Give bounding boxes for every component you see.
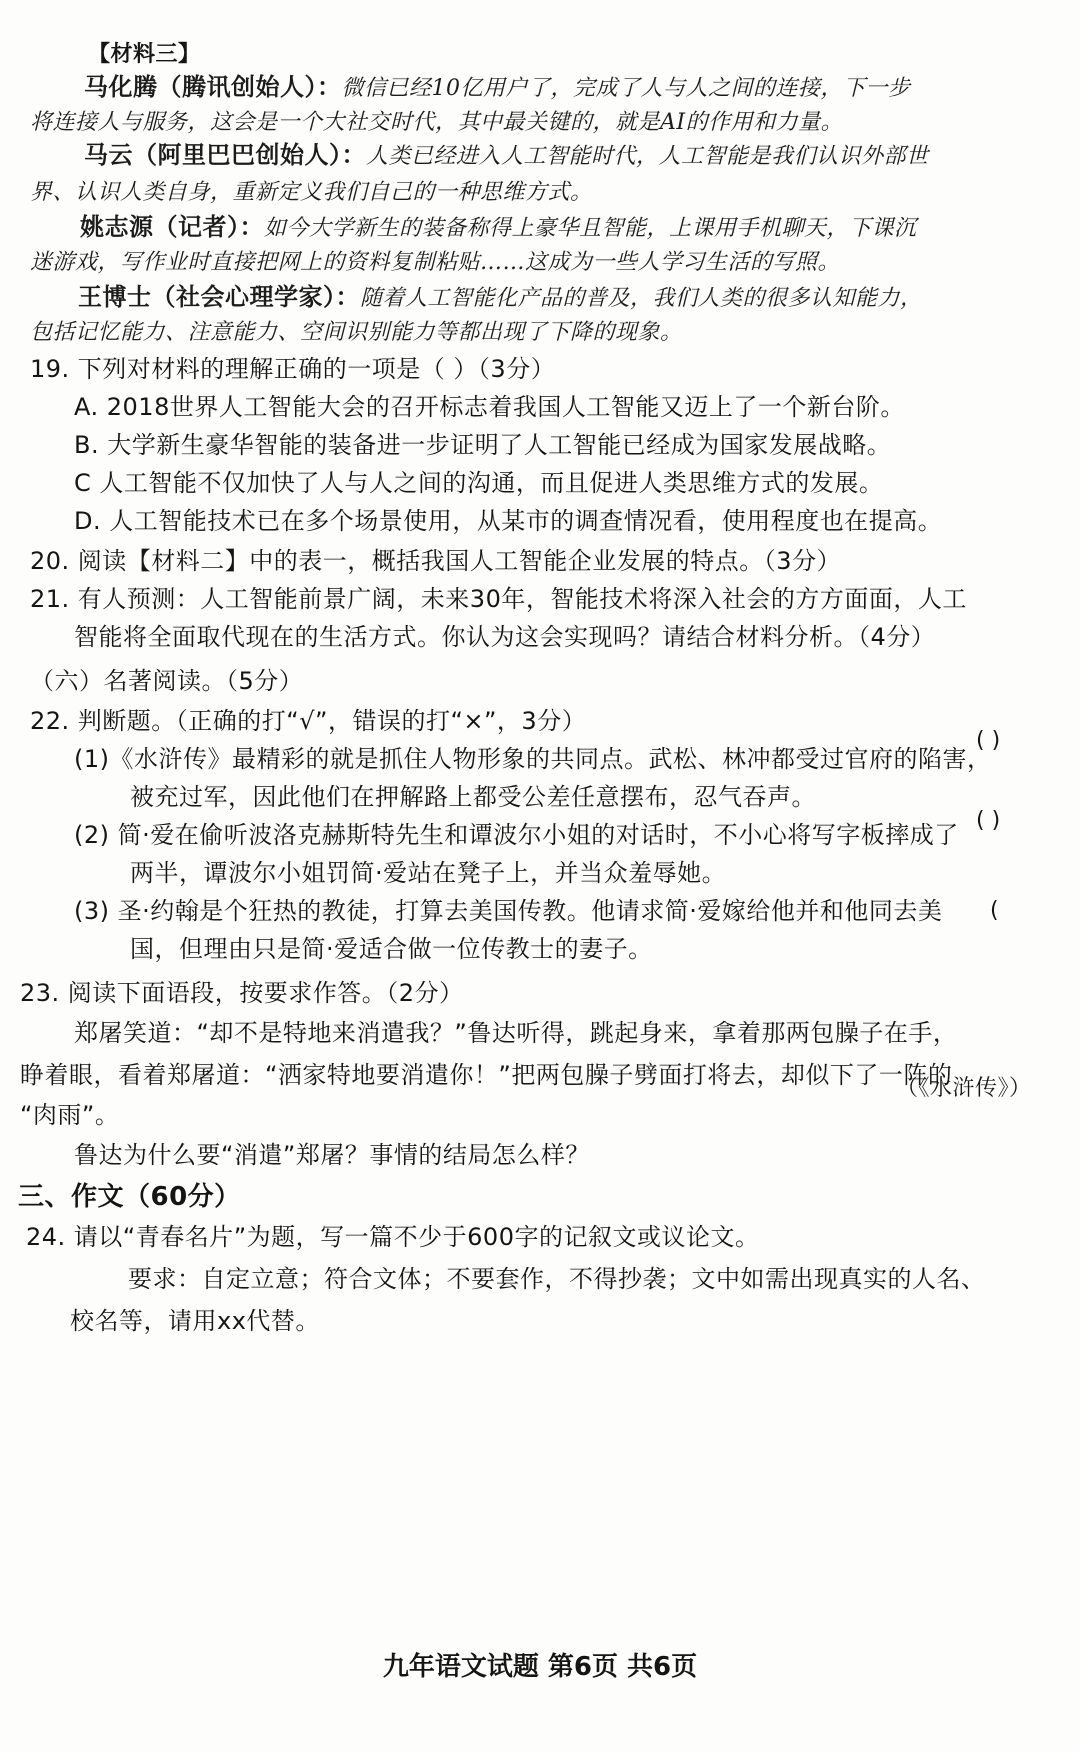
quote-3-speaker: 姚志源（记者）： xyxy=(80,213,264,241)
quote-1-speaker: 马化腾（腾讯创始人）： xyxy=(84,73,342,101)
material3-title: 【材料三】 xyxy=(88,42,201,67)
quote-4-line1 xyxy=(78,280,923,316)
q22-item-3-line2: 国，但理由只是简·爱适合做一位传教士的妻子。 xyxy=(130,935,653,963)
q23-passage-line2: 睁着眼，看着郑屠道：“洒家特地要消遣你！”把两包臊子劈面打将去，却似下了一阵的 xyxy=(20,1061,953,1089)
q23-passage-line1: 郑屠笑道：“却不是特地来消遣我？”鲁达听得，跳起身来，拿着那两包臊子在手， xyxy=(74,1019,958,1047)
q19-option-c: C 人工智能不仅加快了人与人之间的沟通，而且促进人类思维方式的发展。 xyxy=(74,469,884,497)
q22-item-1-answer[interactable]: ( ) xyxy=(976,728,1001,753)
q22-item-1-line1: (1)《水浒传》最精彩的就是抓住人物形象的共同点。武松、林冲都受过官府的陷害， xyxy=(74,745,992,773)
quote-4-text: 随着人工智能化产品的普及，我们人类的很多认知能力， xyxy=(360,286,923,311)
q21-line2: 智能将全面取代现在的生活方式。你认为这会实现吗？请结合材料分析。（4分） xyxy=(74,623,936,651)
q22-item-2-line2: 两半，谭波尔小姐罚简·爱站在凳子上，并当众羞辱她。 xyxy=(130,859,727,887)
q24-line3: 校名等，请用xx代替。 xyxy=(70,1307,320,1335)
page-footer: 九年语文试题 第6页 共6页 xyxy=(382,1652,698,1682)
quote-2-line1 xyxy=(84,138,929,174)
q19-stem: 19. 下列对材料的理解正确的一项是（ ）（3分） xyxy=(30,355,556,383)
q22-stem: 22. 判断题。（正确的打“√”，错误的打“×”，3分） xyxy=(30,707,587,735)
section-3-title: 三、作文（60分） xyxy=(18,1182,241,1212)
q22-item-3-line1: (3) 圣·约翰是个狂热的教徒，打算去美国传教。他请求简·爱嫁给他并和他同去美 xyxy=(74,897,943,925)
q19-option-a: A. 2018世界人工智能大会的召开标志着我国人工智能又迈上了一个新台阶。 xyxy=(74,393,905,421)
quote-1-line1 xyxy=(84,70,911,106)
q19-option-b: B. 大学新生豪华智能的装备进一步证明了人工智能已经成为国家发展战略。 xyxy=(74,431,892,459)
q21-line1: 21. 有人预测：人工智能前景广阔，未来30年，智能技术将深入社会的方方面面，人工 xyxy=(30,585,967,613)
quote-1-line2: 将连接人与服务，这会是一个大社交时代，其中最关键的，就是AI的作用和力量。 xyxy=(30,110,844,135)
q24-line2: 要求：自定立意；符合文体；不要套作，不得抄袭；文中如需出现真实的人名、 xyxy=(128,1265,986,1293)
q23-stem: 23. 阅读下面语段，按要求作答。（2分） xyxy=(20,979,464,1007)
quote-2-speaker: 马云（阿里巴巴创始人）： xyxy=(84,141,366,169)
quote-3-line1 xyxy=(80,210,917,246)
quote-2-text: 人类已经进入人工智能时代，人工智能是我们认识外部世 xyxy=(366,144,929,169)
quote-3-line2: 迷游戏，写作业时直接把网上的资料复制粘贴……这成为一些人学习生活的写照。 xyxy=(30,250,841,275)
q22-item-2-line1: (2) 简·爱在偷听波洛克赫斯特先生和谭波尔小姐的对话时，不小心将写字板摔成了 xyxy=(74,821,959,849)
quote-2-line2: 界、认识人类自身，重新定义我们自己的一种思维方式。 xyxy=(30,180,593,205)
q23-question: 鲁达为什么要“消遣”郑屠？事情的结局怎么样？ xyxy=(74,1141,590,1169)
section-6-title: （六）名著阅读。（5分） xyxy=(30,667,304,695)
q20-stem: 20. 阅读【材料二】中的表一，概括我国人工智能企业发展的特点。（3分） xyxy=(30,547,842,575)
q23-source: （《水浒传》） xyxy=(896,1076,1032,1101)
quote-4-speaker: 王博士（社会心理学家）： xyxy=(78,283,360,311)
q22-item-3-answer[interactable]: ( xyxy=(990,898,999,923)
quote-4-line2: 包括记忆能力、注意能力、空间识别能力等都出现了下降的现象。 xyxy=(30,320,683,345)
q22-item-1-line2: 被充过军，因此他们在押解路上都受公差任意摆布，忍气吞声。 xyxy=(130,783,816,811)
q23-passage-line3: “肉雨”。 xyxy=(20,1101,120,1129)
q19-option-d: D. 人工智能技术已在多个场景使用，从某市的调查情况看，使用程度也在提高。 xyxy=(74,507,943,535)
q22-item-2-answer[interactable]: ( ) xyxy=(976,808,1001,833)
q24-line1: 24. 请以“青春名片”为题，写一篇不少于600字的记叙文或议论文。 xyxy=(26,1223,760,1251)
quote-3-text: 如今大学新生的装备称得上豪华且智能，上课用手机聊天，下课沉 xyxy=(264,216,917,241)
quote-1-text: 微信已经10亿用户了，完成了人与人之间的连接，下一步 xyxy=(341,76,911,101)
